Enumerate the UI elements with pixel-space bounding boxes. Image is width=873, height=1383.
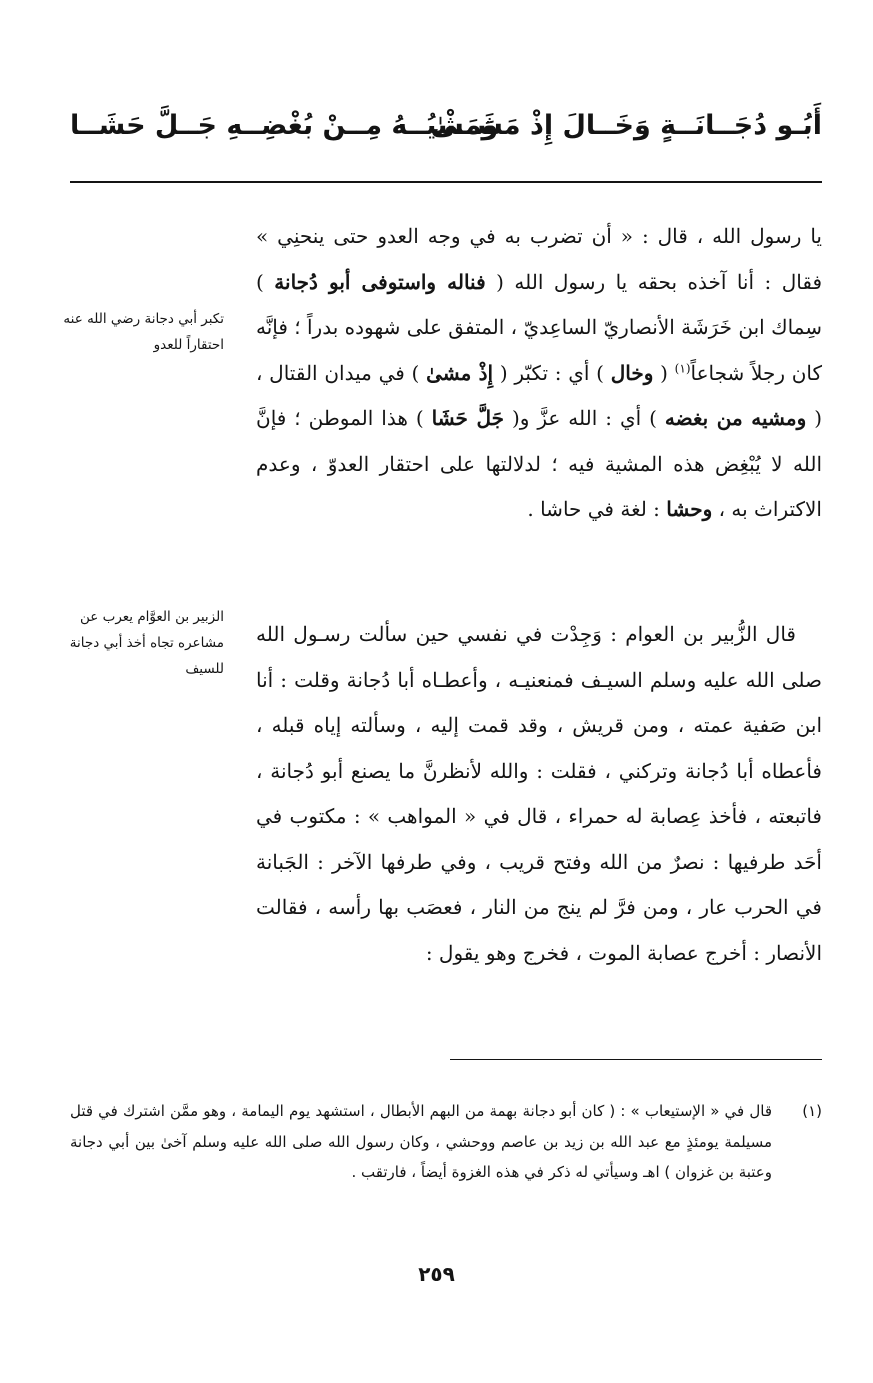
bold-term: وخال xyxy=(610,360,654,385)
verse-header xyxy=(70,96,822,156)
page-number: ٢٥٩ xyxy=(418,1262,455,1286)
verse-first-hemistich: أَبُـو دُجَــانَــةٍ وَخَــالَ إِذْ مَشَــىٰ xyxy=(430,110,822,141)
verse-second-hemistich: وَمَشْيُــهُ مِــنْ بُغْضِــهِ جَــلَّ حَشَــا xyxy=(70,110,499,141)
text-run: قال الزُّبير بن العوام : وَجِدْت في نفسي حين سألت رسـول الله صلى الله عليه وسلم السيـف فمنعنيـه ، وأعطـاه أبا دُجانة وقلت : أنا ابن صَفية عمته ، ومن قريش ، وقد قمت إليه ، وسألته إياه قبله ، فأعطاه أبا دُجانة وتركني ، فقلت : والله لأنظرنَّ ما يصنع أبو دُجانة ، فاتبعته ، فأخذ عِصابة له حمراء ، قال في « المواهب » : مكتوب في أحَد طرفيها : نصرٌ من الله وفتح قريب ، وفي طرفها الآخر : الجَبانة في الحرب عار ، ومن فرَّ لم ينج من النار ، فعصَب بها رأسه ، فقالت الأنصار : أخرج عصابة الموت ، فخرج وهو يقول : xyxy=(256,622,822,965)
footnote-divider xyxy=(450,1059,822,1060)
text-run: ) أي : تكبّر ( xyxy=(499,360,604,385)
text-run: ) في ميدان القتال ، ( xyxy=(256,360,823,430)
bold-term: وحشا xyxy=(666,497,713,521)
text-run: ) هذا الموطن ؛ فإنَّ الله لا يُبْغِض هذه المشية فيه ؛ لدلالتها على احتقار العدوّ ، وعدم الاكتراث به ، xyxy=(256,406,822,521)
bold-term: فناله واستوفى أبو دُجانة xyxy=(274,269,486,294)
commentary-paragraph-2 xyxy=(256,612,822,976)
footnote-text: قال في « الإستيعاب » : ( كان أبو دجانة بهمة من البهم الأبطال ، استشهد يوم اليمامة ، وهو ممَّن اشترك في قتل مسيلمة يومئذٍ مع عبد الله بن زيد بن عاصم ووحشي ، وكان رسول الله صلى الله عليه وسلم آخىٰ بين أبي دجانة وعتبة بن غزوان ) اهـ وسيأتي له ذكر في هذه الغزوة أيضاً ، فارتقب . xyxy=(70,1102,772,1181)
footnote xyxy=(70,1096,822,1188)
footnote-number: (١) xyxy=(802,1102,822,1120)
text-run: : لغة في حاشا . xyxy=(527,497,660,521)
text-run: ( xyxy=(660,360,668,385)
text-run: ) أي : الله عزَّ و( xyxy=(511,406,657,430)
margin-note-2: الزبير بن العوَّام يعرب عن مشاعره تجاه أخذ أبي دجانة للسيف xyxy=(69,609,224,677)
text-run: يا رسول الله ، قال : « أن تضرب به في وجه العدو حتى ينحنِي » فقال : أنا آخذه بحقه يا رسول الله ( xyxy=(256,224,823,294)
bold-term: ومشيه من بغضه xyxy=(664,406,807,430)
header-divider xyxy=(70,181,822,183)
bold-term: جَلَّ حَشَا xyxy=(431,406,504,430)
margin-note-1: تكبر أبي دجانة رضي الله عنه احتقاراً للعدو xyxy=(63,311,224,353)
commentary-paragraph-1 xyxy=(256,214,822,533)
text-run: ) سِماك ابن خَرَشَة الأنصاريّ الساعِديّ ، المتفق على شهوده بدراً ؛ فإنَّه كان رجلاً شجاعاً xyxy=(255,269,823,385)
footnote-reference[interactable]: (١) xyxy=(674,360,691,375)
bold-term: إِذْ مشىٰ xyxy=(426,360,494,385)
